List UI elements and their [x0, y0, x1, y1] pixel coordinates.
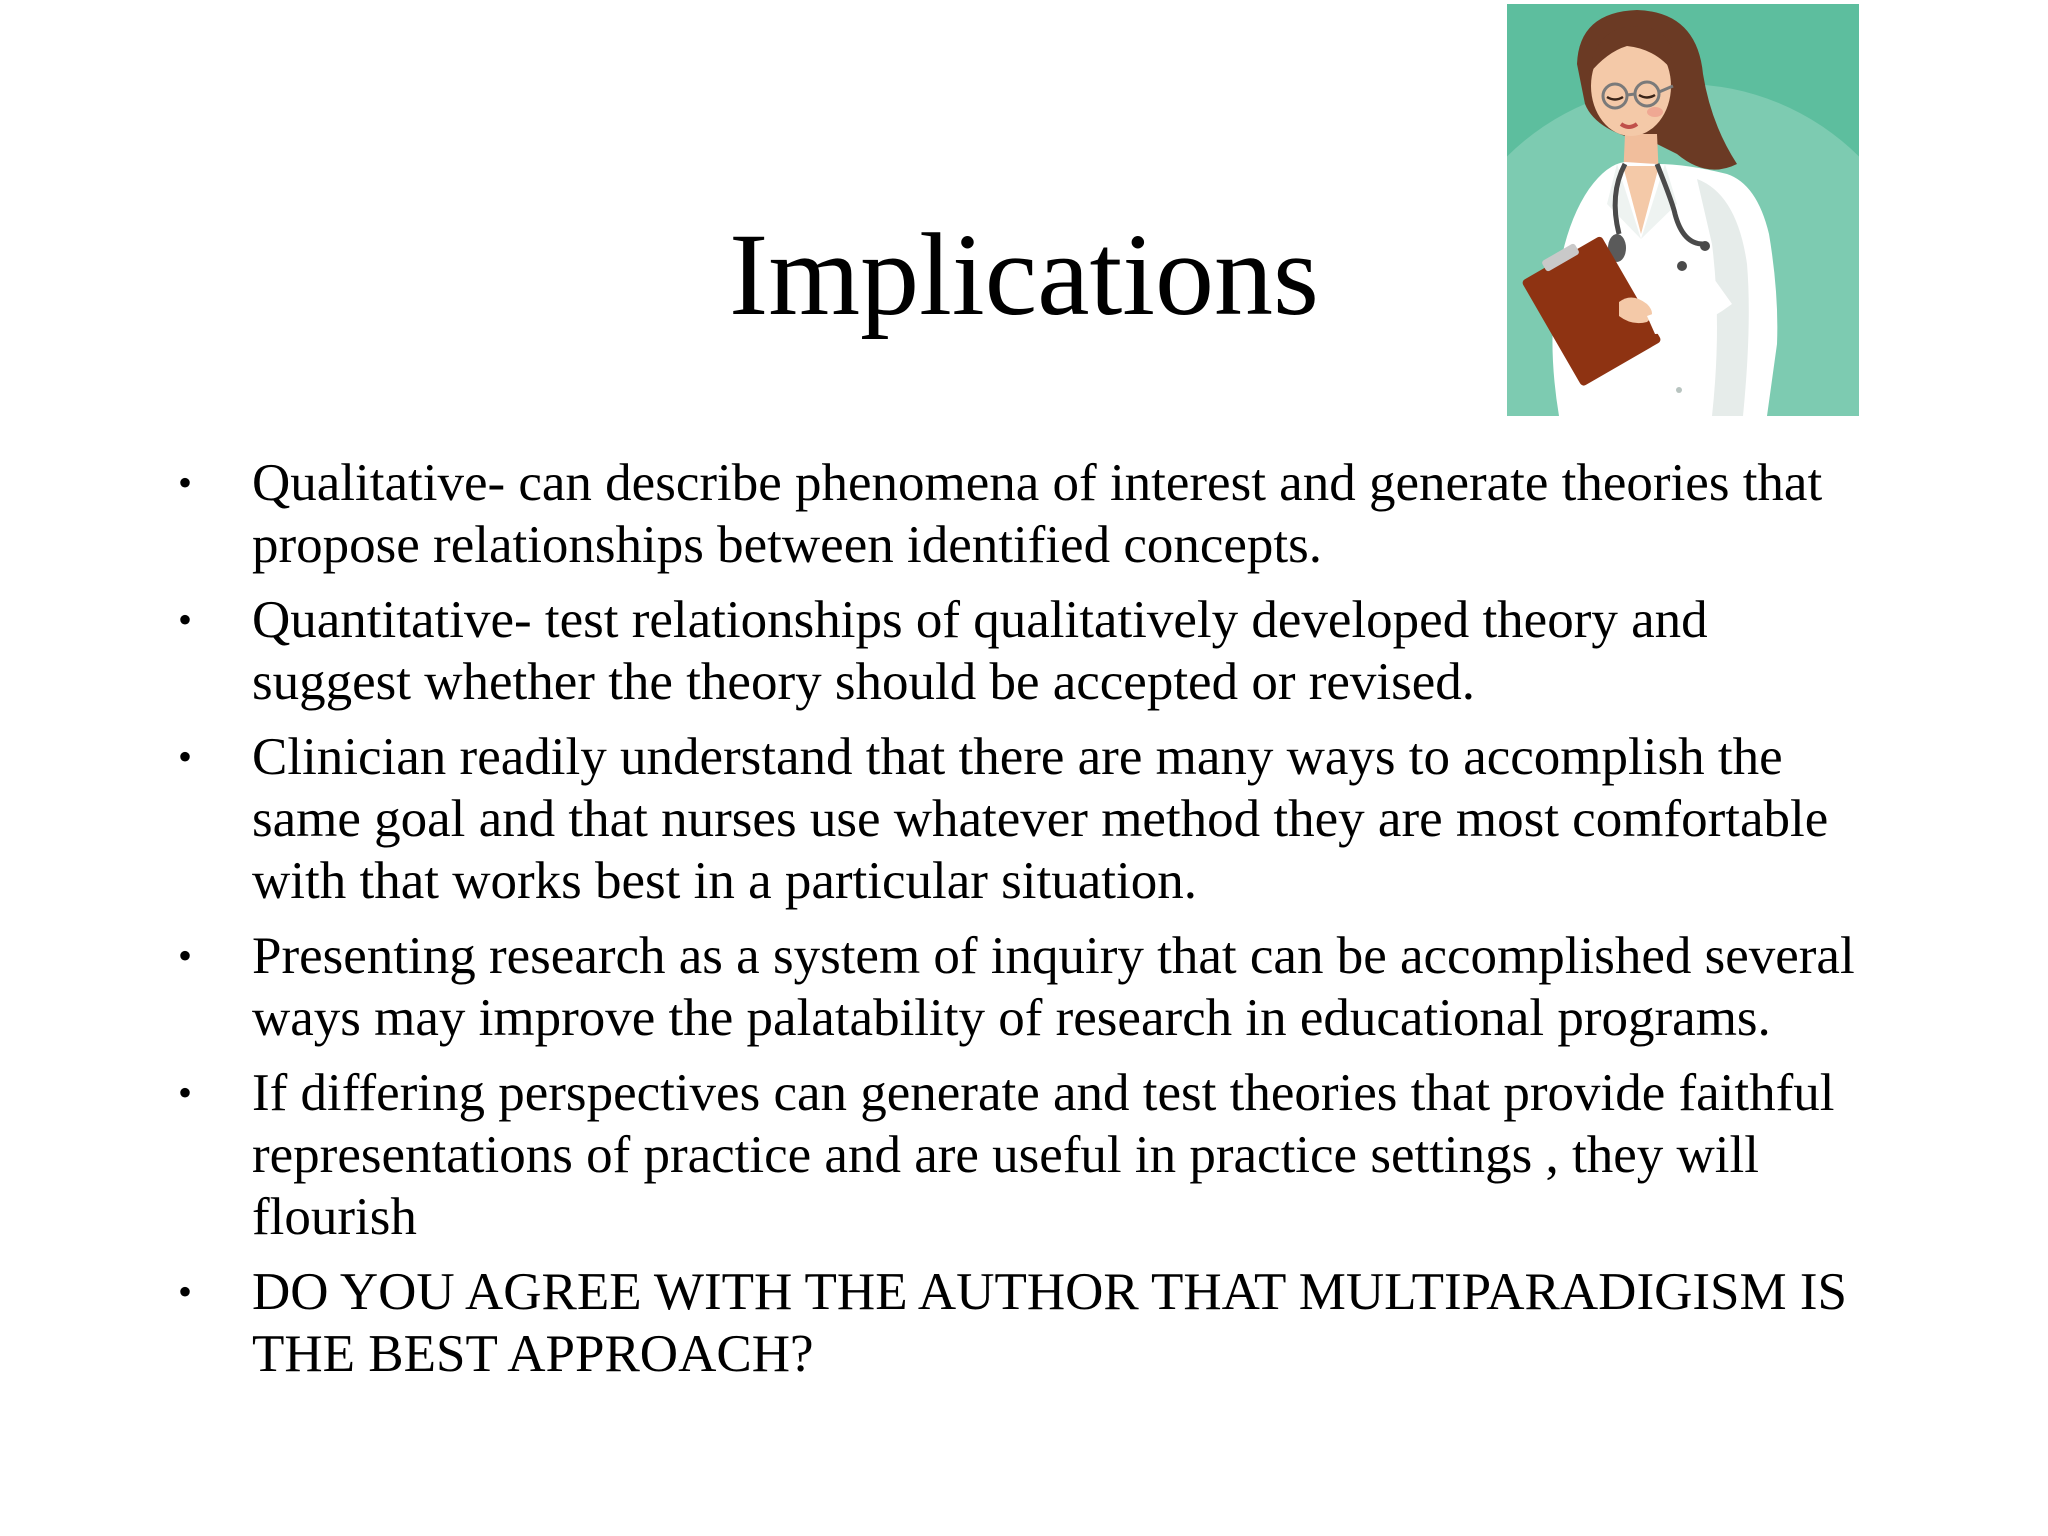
bullet-text: DO YOU AGREE WITH THE AUTHOR THAT MULTIPARADIGISM IS THE BEST APPROACH? [252, 1263, 1847, 1383]
bullet-marker: • [178, 460, 193, 505]
nurse-illustration [1507, 4, 1859, 416]
bullet-text: Qualitative- can describe phenomena of interest and generate theories that propose relationships between identified concepts. [252, 454, 1823, 574]
bullet-text: Quantitative- test relationships of qualitatively developed theory and suggest whether the theory should be accepted or revised. [252, 591, 1708, 711]
bullet-text: Clinician readily understand that there are many ways to accomplish the same goal and that nurses use whatever method they are most comfortable with that works best in a particular situation. [252, 728, 1829, 910]
bullet-presenting-research [172, 925, 1862, 1049]
bullet-text: If differing perspectives can generate and test theories that provide faithful representations of practice and are useful in practice settings , they will flourish [252, 1064, 1835, 1246]
slide-title: Implications [729, 209, 1319, 340]
bullet-text: Presenting research as a system of inquiry that can be accomplished several ways may improve the palatability of research in educational programs. [252, 927, 1855, 1047]
bullet-clinician [172, 726, 1862, 912]
bullet-marker: • [178, 1070, 193, 1115]
bullet-quantitative [172, 589, 1862, 713]
bullet-list [172, 452, 1862, 1398]
nurse-with-clipboard-icon [1507, 4, 1859, 416]
bullet-marker: • [178, 933, 193, 978]
bullet-marker: • [178, 1269, 193, 1314]
bullet-marker: • [178, 597, 193, 642]
bullet-question [172, 1261, 1862, 1385]
bullet-marker: • [178, 734, 193, 779]
bullet-differing-perspectives [172, 1062, 1862, 1248]
bullet-qualitative [172, 452, 1862, 576]
